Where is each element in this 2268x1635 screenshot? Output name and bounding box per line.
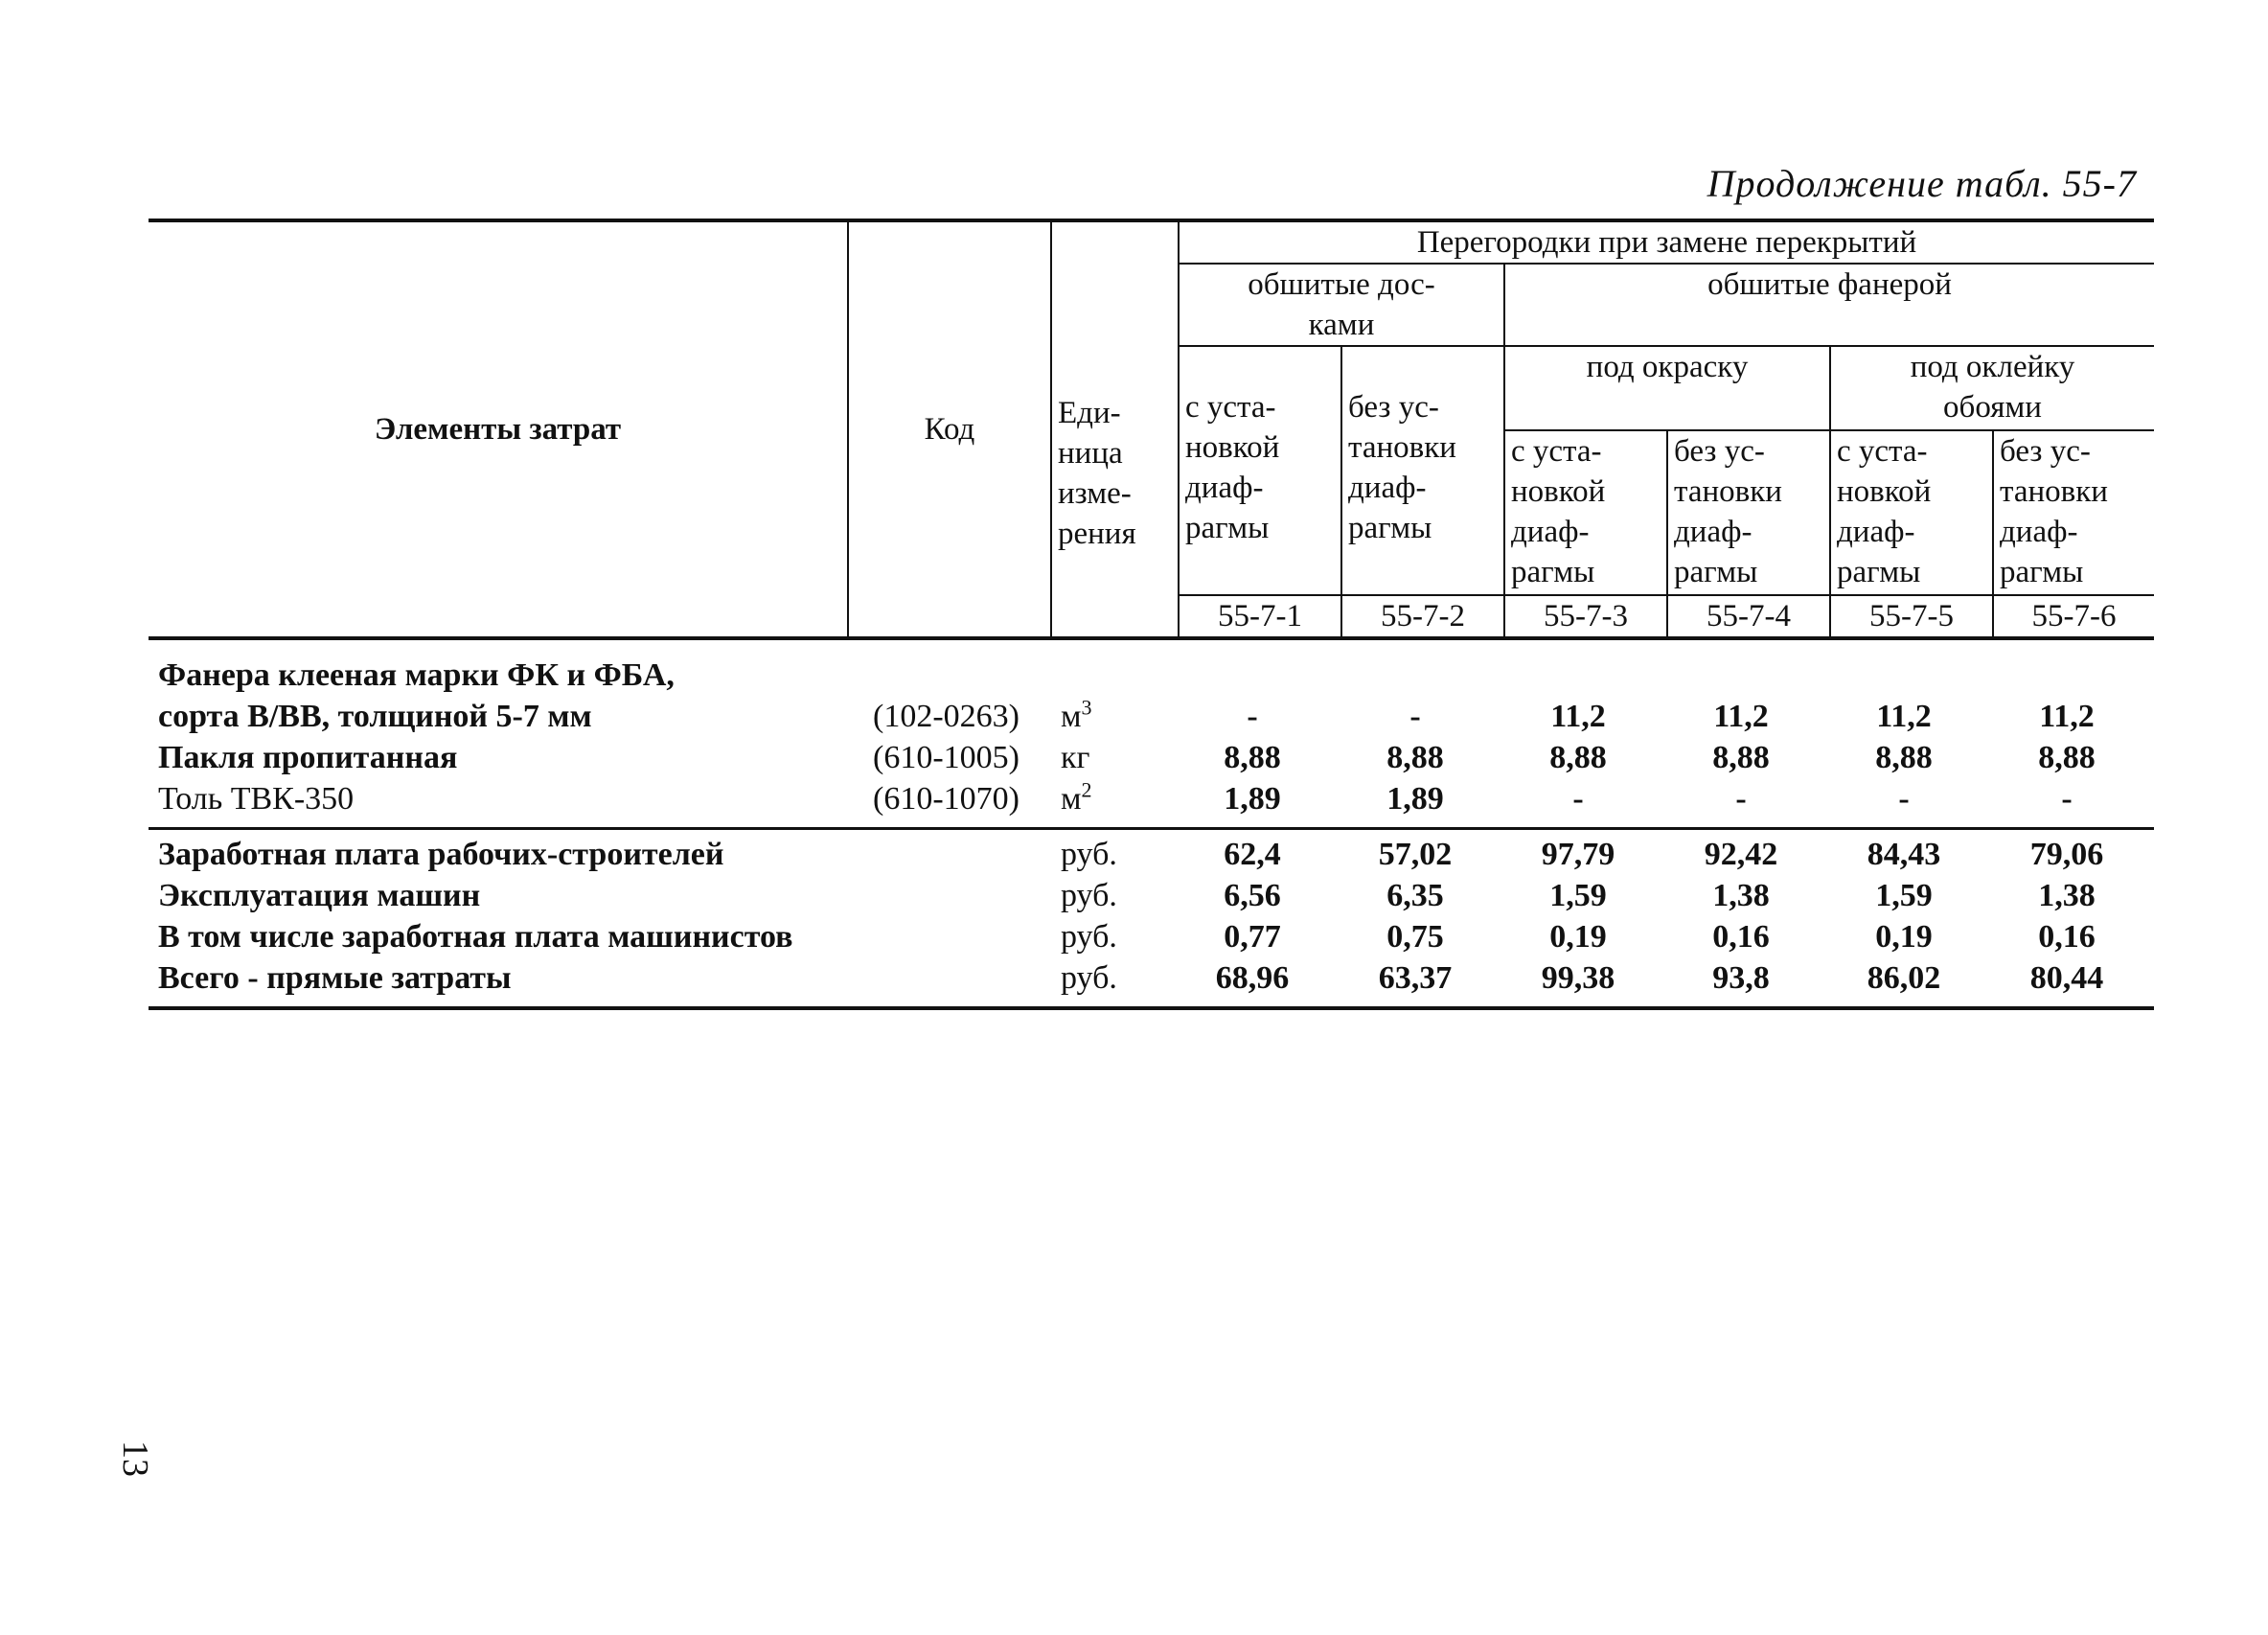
header-elements: Элементы затрат [149,220,848,638]
row-unit: $м^3$ [1061,695,1092,734]
header-code: Код [848,220,1051,638]
row-unit: руб. [1061,837,1117,872]
header-boards-with: с уста- новкой диаф- рагмы [1179,346,1341,595]
row-value: 1,38 [1712,878,1770,913]
row-value: 8,88 [1224,740,1281,775]
row-name: Всего - прямые затраты [158,960,512,996]
row-value: 62,4 [1224,837,1281,872]
header-code-5: 55-7-5 [1830,595,1993,638]
row-value: 0,77 [1224,919,1281,955]
header-wallpaper-without: без ус- тановки диаф- рагмы [1993,430,2154,595]
row-value: 1,59 [1549,878,1607,913]
row-value: 0,16 [2038,919,2096,955]
header-code-4: 55-7-4 [1667,595,1830,638]
row-name: В том числе заработная плата машинистов [158,919,793,955]
row-value: 57,02 [1378,837,1453,872]
row-value: 1,59 [1875,878,1933,913]
header-sub-paint: под окраску [1504,346,1830,430]
row-value: - [1247,699,1258,734]
row-value: 92,42 [1704,837,1778,872]
row-value: 8,88 [1875,740,1933,775]
row-value: 8,88 [2038,740,2096,775]
row-value: 68,96 [1215,960,1290,996]
row-name: Эксплуатация машин [158,878,481,913]
header-group-plywood: обшитые фанерой [1504,264,2154,346]
row-value: 80,44 [2029,960,2104,996]
table-row [149,834,2154,875]
row-value: - [1409,699,1421,734]
row-value: 11,2 [2039,699,2095,734]
header-boards-without: без ус- тановки диаф- рагмы [1341,346,1504,595]
materials-section [149,655,2154,819]
header-group-boards: обшитые дос- ками [1179,264,1504,346]
table-header [149,219,2154,640]
row-value: 1,38 [2038,878,2096,913]
row-value: 6,56 [1224,878,1281,913]
row-code: (610-1005) [873,740,1019,775]
row-value: - [1572,781,1584,817]
row-unit: руб. [1061,878,1117,913]
header-paint-with: с уста- новкой диаф- рагмы [1504,430,1667,595]
row-value: 1,89 [1386,781,1444,817]
header-unit: Еди- ница изме- рения [1051,220,1179,638]
row-unit: руб. [1061,919,1117,955]
table-row [149,737,2154,778]
header-wallpaper-with: с уста- новкой диаф- рагмы [1830,430,1993,595]
row-value: 0,19 [1549,919,1607,955]
row-code: (102-0263) [873,699,1019,734]
row-value: 11,2 [1876,699,1932,734]
header-group-partitions: Перегородки при замене перекрытий [1179,220,2154,264]
row-unit: кг [1061,740,1090,775]
row-code: (610-1070) [873,781,1019,817]
row-value: 11,2 [1713,699,1769,734]
table-row [149,778,2154,819]
row-value: 1,89 [1224,781,1281,817]
row-name: сорта В/ВВ, толщиной 5-7 мм [158,699,592,734]
header-code-2: 55-7-2 [1341,595,1504,638]
row-value: 97,79 [1541,837,1615,872]
row-value: 11,2 [1550,699,1606,734]
row-value: 99,38 [1541,960,1615,996]
row-name: Пакля пропитанная [158,740,458,775]
table-row [149,957,2154,999]
row-value: 0,75 [1386,919,1444,955]
row-value: 93,8 [1712,960,1770,996]
header-code-6: 55-7-6 [1993,595,2154,638]
row-value: 86,02 [1867,960,1941,996]
row-value: 63,37 [1378,960,1453,996]
row-value: 8,88 [1549,740,1607,775]
table-caption: Продолжение табл. 55-7 [1707,162,2137,205]
row-name: Толь ТВК-350 [158,781,355,817]
row-value: 84,43 [1867,837,1941,872]
row-unit: руб. [1061,960,1117,996]
row-name: Заработная плата рабочих-строителей [158,837,724,872]
row-value: 8,88 [1386,740,1444,775]
table-row [149,916,2154,957]
page-number: 13 [115,1440,155,1477]
row-value: 6,35 [1386,878,1444,913]
table-row [149,655,2154,696]
row-value: - [1735,781,1747,817]
header-code-3: 55-7-3 [1504,595,1667,638]
table-row [149,875,2154,916]
row-value: 8,88 [1712,740,1770,775]
row-value: - [2061,781,2073,817]
header-sub-wallpaper: под оклейку обоями [1830,346,2154,430]
header-paint-without: без ус- тановки диаф- рагмы [1667,430,1830,595]
table-row [149,696,2154,737]
row-unit: $м^2$ [1061,777,1092,817]
row-value: - [1898,781,1910,817]
row-value: 0,16 [1712,919,1770,955]
costs-section [149,827,2154,1010]
header-code-1: 55-7-1 [1179,595,1341,638]
row-name: Фанера клееная марки ФК и ФБА, [158,657,675,693]
row-value: 0,19 [1875,919,1933,955]
row-value: 79,06 [2029,837,2104,872]
